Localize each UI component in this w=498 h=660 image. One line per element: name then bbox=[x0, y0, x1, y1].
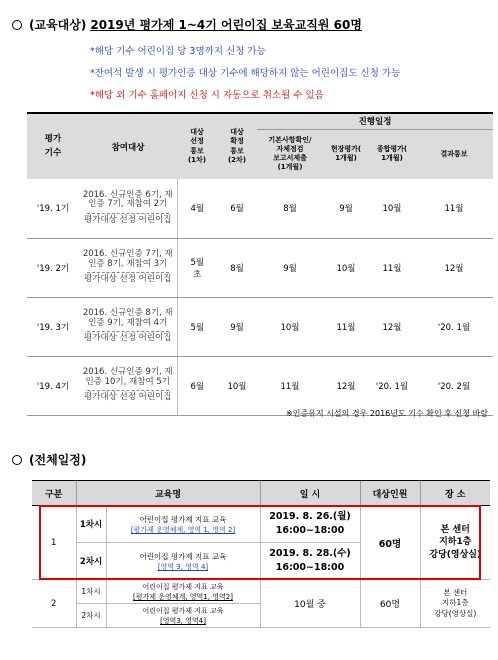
header-schedule: 진행일정 bbox=[257, 113, 493, 129]
report-cell: 9월 bbox=[257, 238, 323, 297]
target-secondary: 평가대상 선정 어린이집 bbox=[83, 274, 172, 285]
report-cell: 8월 bbox=[257, 179, 323, 238]
report-cell: 11월 bbox=[257, 356, 323, 415]
term-cell: '19. 1기 bbox=[27, 179, 79, 238]
headcount-cell: 60명 bbox=[360, 506, 420, 580]
overall-schedule-table bbox=[32, 480, 490, 628]
datetime-cell bbox=[260, 506, 360, 543]
session-round: 2차시 bbox=[76, 604, 106, 628]
datetime-cell: 10월 중 bbox=[260, 580, 360, 628]
target-cell bbox=[79, 179, 177, 238]
onsite-cell: 11월 bbox=[323, 297, 369, 356]
selection-cell: 4월 bbox=[177, 179, 217, 238]
overall-cell: 10월 bbox=[369, 179, 415, 238]
target-secondary: 평가대상 선정 어린이집 bbox=[83, 392, 172, 403]
session-date: 2019. 8. 28.(수) bbox=[269, 548, 351, 560]
header-term: 평가 기수 bbox=[27, 113, 79, 179]
report-cell: 10월 bbox=[257, 297, 323, 356]
circle-bullet-icon bbox=[12, 455, 22, 465]
footnote: ※인증유지 시설의 경우 2016년도 기수 확인 후 신청 바람 bbox=[286, 409, 488, 418]
confirm-cell: 9월 bbox=[217, 297, 257, 356]
group-number: 2 bbox=[32, 580, 76, 628]
overall-cell: 12월 bbox=[369, 297, 415, 356]
note-2: *잔여석 발생 시 평가인증 대상 기수에 해당하지 않는 어린이집도 신청 가능 bbox=[90, 68, 401, 79]
target-cell bbox=[79, 356, 177, 415]
table-row bbox=[27, 297, 493, 356]
note-1: *해당 기수 어린이집 당 3명까지 신청 가능 bbox=[90, 46, 266, 57]
selection-cell: 6월 bbox=[177, 356, 217, 415]
term-cell: '19. 2기 bbox=[27, 238, 79, 297]
circle-bullet-icon bbox=[12, 20, 22, 30]
selection-cell: 5월 초 bbox=[177, 238, 217, 297]
result-cell: 11월 bbox=[415, 179, 493, 238]
confirm-cell: 6월 bbox=[217, 179, 257, 238]
overall-cell: 11월 bbox=[369, 238, 415, 297]
section1-label: (교육대상) bbox=[29, 18, 87, 32]
header-place: 장 소 bbox=[420, 481, 490, 506]
header-headcount: 대상인원 bbox=[360, 481, 420, 506]
header-datetime: 일 시 bbox=[260, 481, 360, 506]
course-cell bbox=[106, 543, 260, 580]
schedule-by-term-table bbox=[27, 112, 493, 416]
target-secondary: 평가대상 선정 어린이집 bbox=[83, 215, 172, 226]
selection-cell: 5월 bbox=[177, 297, 217, 356]
onsite-cell: 12월 bbox=[323, 356, 369, 415]
target-primary: 2016. 신규인증 8기, 재인증 9기, 재참여 4기 bbox=[82, 307, 173, 328]
header-confirm: 대상 확정 통보 (2차) bbox=[217, 113, 257, 179]
table-row bbox=[32, 580, 490, 604]
header-onsite: 현장평가( 1개월) bbox=[323, 129, 369, 179]
header-course: 교육명 bbox=[76, 481, 260, 506]
header-report: 기본사항확인/ 자체점검 보고서제출 (1개월) bbox=[257, 129, 323, 179]
headcount-cell: 60명 bbox=[360, 580, 420, 628]
course-subtitle: [영역3, 영역4] bbox=[160, 616, 206, 625]
onsite-cell: 10월 bbox=[323, 238, 369, 297]
result-cell: '20. 2월 bbox=[415, 356, 493, 415]
session-round: 1차시 bbox=[76, 580, 106, 604]
course-title: 어린이집 평가제 지표 교육 bbox=[142, 606, 224, 615]
group-number: 1 bbox=[32, 506, 76, 580]
target-primary: 2016. 신규인증 6기, 재인증 7기, 재참여 2기 bbox=[82, 189, 173, 210]
course-cell bbox=[106, 580, 260, 604]
overall-schedule-heading bbox=[12, 451, 86, 468]
target-secondary: 평가대상 선정 어린이집 bbox=[83, 333, 172, 344]
header-category: 구분 bbox=[32, 481, 76, 506]
course-cell bbox=[106, 506, 260, 543]
table-row bbox=[32, 506, 490, 543]
header-result: 결과통보 bbox=[415, 129, 493, 179]
onsite-cell: 9월 bbox=[323, 179, 369, 238]
session-round: 1차시 bbox=[76, 506, 106, 543]
course-cell bbox=[106, 604, 260, 628]
target-cell bbox=[79, 238, 177, 297]
education-target-heading bbox=[12, 16, 362, 33]
header-selection: 대상 선정 통보 (1차) bbox=[177, 113, 217, 179]
target-primary: 2016. 신규인증 7기, 재인증 8기, 재참여 3기 bbox=[82, 248, 173, 269]
place-cell: 본 센터 지하1층 강당(영상실) bbox=[420, 580, 490, 628]
table-row bbox=[27, 238, 493, 297]
session-date: 2019. 8. 26.(월) bbox=[269, 511, 351, 523]
section1-title: 2019년 평가제 1~4기 어린이집 보육교직원 60명 bbox=[90, 18, 362, 32]
session-time: 16:00~18:00 bbox=[275, 562, 345, 573]
confirm-cell: 10월 bbox=[217, 356, 257, 415]
datetime-cell bbox=[260, 543, 360, 580]
overall-cell: '20. 1월 bbox=[369, 356, 415, 415]
header-target: 참여대상 bbox=[79, 113, 177, 179]
place-cell: 본 센터 지하1층 강당(영상실) bbox=[420, 506, 490, 580]
result-cell: '20. 1월 bbox=[415, 297, 493, 356]
target-cell bbox=[79, 297, 177, 356]
session-round: 2차시 bbox=[76, 543, 106, 580]
course-subtitle: [평가제 운영체계, 영역 1, 영역 2] bbox=[130, 525, 236, 534]
table-row bbox=[27, 356, 493, 415]
term-cell: '19. 3기 bbox=[27, 297, 79, 356]
header-overall: 종합평가( 1개월) bbox=[369, 129, 415, 179]
session-time: 16:00~18:00 bbox=[275, 525, 345, 536]
course-title: 어린이집 평가제 지표 교육 bbox=[139, 551, 227, 561]
confirm-cell: 8월 bbox=[217, 238, 257, 297]
result-cell: 12월 bbox=[415, 238, 493, 297]
note-3: *해당 외 기수 홈페이지 신청 시 자동으로 취소될 수 있음 bbox=[90, 90, 324, 101]
course-title: 어린이집 평가제 지표 교육 bbox=[139, 514, 227, 524]
section2-label: (전체일정) bbox=[29, 453, 87, 467]
term-cell: '19. 4기 bbox=[27, 356, 79, 415]
course-title: 어린이집 평가제 지표 교육 bbox=[142, 582, 224, 591]
target-primary: 2016. 신규인증 9기, 재인증 10기, 재참여 5기 bbox=[82, 366, 173, 387]
course-subtitle: [영역 3, 영역 4] bbox=[157, 562, 209, 571]
table-row bbox=[27, 179, 493, 238]
course-subtitle: [평가제 운영체계, 영역1, 영역2] bbox=[133, 592, 233, 601]
